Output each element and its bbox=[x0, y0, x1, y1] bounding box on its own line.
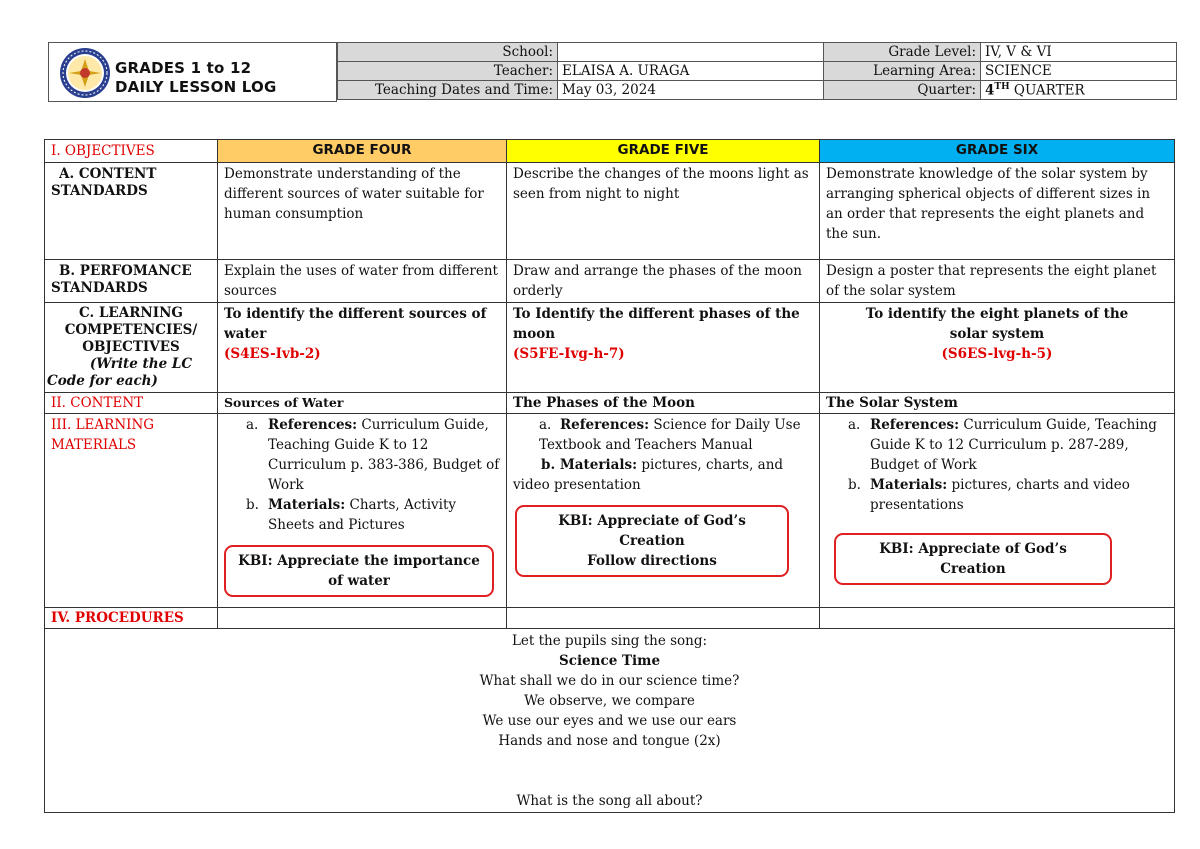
materials-g6-materials bbox=[848, 475, 1168, 515]
header-title-line1: GRADES 1 to 12 bbox=[115, 59, 252, 77]
materials-g5-mat-text: pictures, charts, and video presentation bbox=[513, 457, 784, 493]
procedures-song-row bbox=[45, 629, 1175, 813]
materials-g5-references bbox=[513, 415, 813, 455]
competencies-g6 bbox=[820, 303, 1175, 393]
school-label: School: bbox=[338, 43, 558, 62]
competencies-g6-code: (S6ES-lvg-h-5) bbox=[941, 346, 1053, 362]
materials-g6-mat-label: Materials: bbox=[870, 477, 948, 493]
song-line1: What shall we do in our science time? bbox=[479, 673, 740, 689]
competencies-label-line4: (Write the LC bbox=[89, 356, 193, 372]
materials-g6-ref-marker: a. bbox=[848, 417, 861, 433]
competencies-g6-text: To identify the eight planets of the solar system bbox=[865, 306, 1129, 342]
content-standards-g6: Demonstrate knowledge of the solar system by arranging spherical objects of different sizes in an order that represents the eight planets and the sun. bbox=[820, 163, 1175, 260]
content-g4: Sources of Water bbox=[218, 393, 507, 414]
lesson-log-table bbox=[44, 139, 1175, 813]
competencies-row bbox=[45, 303, 1175, 393]
materials-g6-list bbox=[848, 415, 1168, 515]
materials-row bbox=[45, 414, 1175, 608]
competencies-g4-code: (S4ES-Ivb-2) bbox=[224, 346, 321, 362]
grade-level-label: Grade Level: bbox=[824, 43, 981, 62]
competencies-label-line1: C. LEARNING bbox=[79, 305, 183, 321]
performance-standards-label bbox=[45, 260, 218, 303]
content-label: II. CONTENT bbox=[45, 393, 218, 414]
kbi-box-g5 bbox=[515, 505, 789, 577]
materials-g4-materials bbox=[246, 495, 500, 535]
performance-standards-g5: Draw and arrange the phases of the moon orderly bbox=[507, 260, 820, 303]
materials-g4-ref-marker: a. bbox=[246, 417, 259, 433]
performance-standards-g6: Design a poster that represents the eight planet of the solar system bbox=[820, 260, 1175, 303]
dates-label: Teaching Dates and Time: bbox=[338, 81, 558, 100]
song-intro: Let the pupils sing the song: bbox=[511, 633, 708, 649]
materials-g5-ref-marker: a. bbox=[539, 417, 552, 433]
materials-g5-ref-label: References: bbox=[559, 417, 650, 433]
competencies-g5-text: To Identify the different phases of the moon bbox=[513, 306, 800, 342]
materials-g4-list bbox=[246, 415, 500, 535]
header-title bbox=[115, 59, 277, 97]
procedures-g4 bbox=[218, 608, 507, 629]
quarter-word: QUARTER bbox=[1013, 82, 1085, 99]
performance-standards-row bbox=[45, 260, 1175, 303]
materials-g5 bbox=[507, 414, 820, 608]
learning-area-label: Learning Area: bbox=[824, 62, 981, 81]
content-g6: The Solar System bbox=[820, 393, 1175, 414]
content-g5: The Phases of the Moon bbox=[507, 393, 820, 414]
materials-g4-mat-label: Materials: bbox=[268, 497, 346, 513]
competencies-g5 bbox=[507, 303, 820, 393]
competencies-g5-code: (S5FE-Ivg-h-7) bbox=[513, 346, 625, 362]
materials-g4-ref-label: References: bbox=[268, 417, 358, 433]
competencies-g4-text: To identify the different sources of water bbox=[224, 306, 487, 342]
learning-area-value: SCIENCE bbox=[981, 62, 1177, 81]
grade-five-header: GRADE FIVE bbox=[507, 140, 820, 163]
content-standards-g4: Demonstrate understanding of the different sources of water suitable for human consumption bbox=[218, 163, 507, 260]
song-line4: Hands and nose and tongue (2x) bbox=[498, 733, 721, 749]
school-value bbox=[558, 43, 824, 62]
teacher-value: ELAISA A. URAGA bbox=[558, 62, 824, 81]
materials-g4-mat-text: Charts, Activity Sheets and Pictures bbox=[268, 497, 457, 533]
song-line2: We observe, we compare bbox=[524, 693, 695, 709]
content-row bbox=[45, 393, 1175, 414]
materials-g5-materials bbox=[513, 455, 813, 495]
competencies-label-line2: COMPETENCIES/ bbox=[64, 322, 198, 338]
header-logo-box bbox=[48, 42, 337, 102]
competencies-label-line5: Code for each) bbox=[47, 373, 158, 389]
materials-g6 bbox=[820, 414, 1175, 608]
content-standards-row bbox=[45, 163, 1175, 260]
procedures-label: IV. PROCEDURES bbox=[45, 608, 218, 629]
quarter-suffix: TH bbox=[994, 81, 1010, 92]
deped-seal-icon bbox=[59, 47, 111, 99]
procedures-g6 bbox=[820, 608, 1175, 629]
materials-label-line1: III. LEARNING bbox=[51, 417, 155, 433]
kbi-box-g4: KBI: Appreciate the importance of water bbox=[224, 545, 494, 597]
content-standards-label-line1: A. CONTENT bbox=[59, 166, 157, 182]
performance-standards-g4: Explain the uses of water from different sources bbox=[218, 260, 507, 303]
header-info-table bbox=[337, 42, 1177, 100]
teacher-label: Teacher: bbox=[338, 62, 558, 81]
competencies-label-line3: OBJECTIVES bbox=[82, 339, 180, 355]
materials-label-line2: MATERIALS bbox=[51, 437, 137, 453]
materials-g6-mat-text: pictures, charts and video presentations bbox=[870, 477, 1130, 513]
materials-label bbox=[45, 414, 218, 608]
materials-g6-ref-label: References: bbox=[870, 417, 960, 433]
procedures-song bbox=[45, 629, 1175, 813]
performance-standards-label-line1: B. PERFOMANCE bbox=[59, 263, 192, 279]
procedures-g5 bbox=[507, 608, 820, 629]
materials-g6-ref-text: Curriculum Guide, Teaching Guide K to 12 Curriculum p. 287-289, Budget of Work bbox=[870, 417, 1157, 473]
song-line3: We use our eyes and we use our ears bbox=[482, 713, 737, 729]
materials-g5-mat-label: b. Materials: bbox=[541, 457, 638, 473]
kbi-g5-line1: KBI: Appreciate of God’s bbox=[558, 513, 746, 529]
song-question: What is the song all about? bbox=[516, 793, 703, 809]
grade-six-header: GRADE SIX bbox=[820, 140, 1175, 163]
materials-g4-ref-text: Curriculum Guide, Teaching Guide K to 12 Curriculum p. 383-386, Budget of Work bbox=[268, 417, 500, 493]
quarter-label: Quarter: bbox=[824, 81, 981, 100]
performance-standards-label-line2: STANDARDS bbox=[51, 280, 148, 296]
materials-g6-references bbox=[848, 415, 1168, 475]
materials-g4-mat-marker: b. bbox=[246, 497, 259, 513]
kbi-g5-line2: Creation bbox=[619, 533, 685, 549]
kbi-g5-line3: Follow directions bbox=[587, 553, 717, 569]
materials-g4 bbox=[218, 414, 507, 608]
song-title: Science Time bbox=[558, 653, 661, 669]
header-title-line2: DAILY LESSON LOG bbox=[115, 78, 277, 96]
song-spacer bbox=[51, 751, 1168, 791]
content-standards-label bbox=[45, 163, 218, 260]
dates-value: May 03, 2024 bbox=[558, 81, 824, 100]
content-standards-label-line2: STANDARDS bbox=[51, 183, 148, 199]
quarter-number: 4 bbox=[985, 82, 995, 99]
materials-g6-mat-marker: b. bbox=[848, 477, 861, 493]
competencies-g4 bbox=[218, 303, 507, 393]
competencies-label bbox=[45, 303, 218, 393]
content-standards-g5: Describe the changes of the moons light as seen from night to night bbox=[507, 163, 820, 260]
procedures-row bbox=[45, 608, 1175, 629]
grade-level-value: IV, V & VI bbox=[981, 43, 1177, 62]
kbi-box-g6: KBI: Appreciate of God’s Creation bbox=[834, 533, 1112, 585]
materials-g4-references bbox=[246, 415, 500, 495]
objectives-row bbox=[45, 140, 1175, 163]
grade-four-header: GRADE FOUR bbox=[218, 140, 507, 163]
materials-g5-ref-text: Science for Daily Use Textbook and Teachers Manual bbox=[539, 417, 801, 453]
quarter-value bbox=[981, 81, 1177, 100]
objectives-label: I. OBJECTIVES bbox=[45, 140, 218, 163]
